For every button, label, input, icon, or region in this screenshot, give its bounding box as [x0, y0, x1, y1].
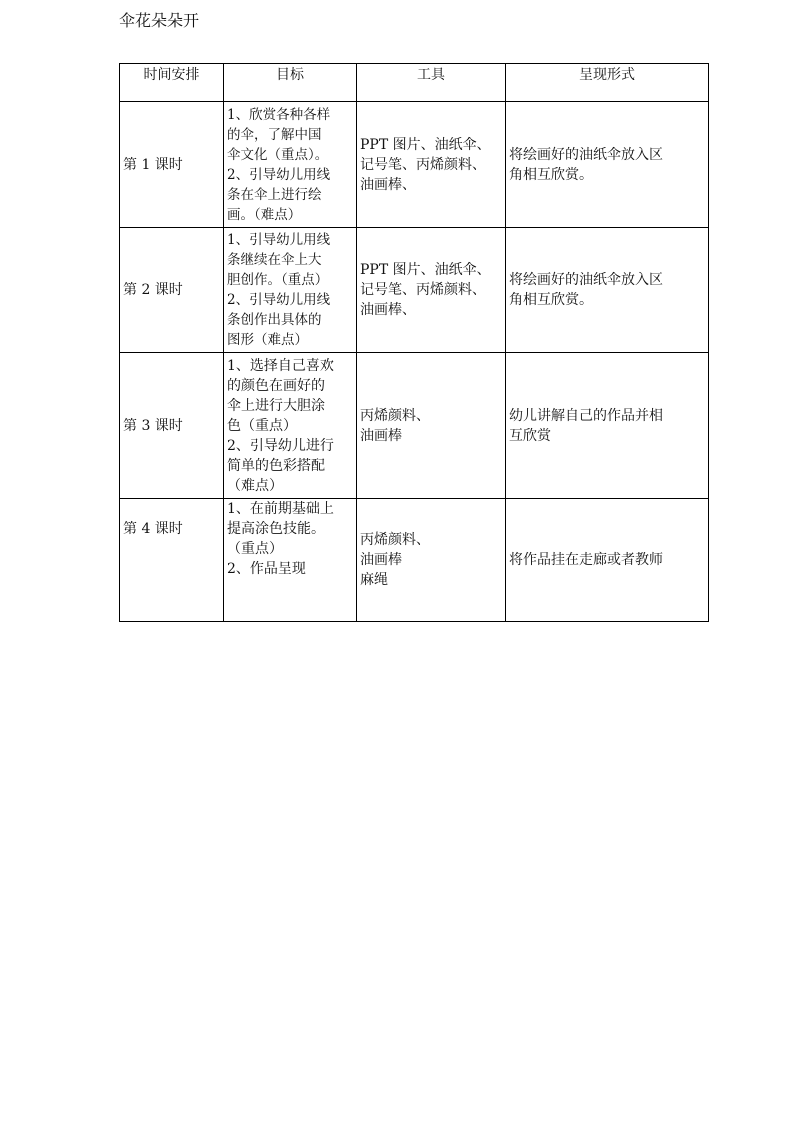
header-goal: 目标: [224, 64, 357, 102]
cell-time: 第 3 课时: [120, 353, 224, 499]
table-row: [120, 499, 709, 622]
goal-line: 1、在前期基础上: [227, 501, 334, 517]
tools-line: 油画棒、: [360, 302, 416, 318]
form-line: 互欣赏: [509, 427, 551, 444]
tools-line: PPT 图片、油纸伞、: [360, 136, 491, 153]
table-row: [120, 102, 709, 228]
goal-line: 条继续在伞上大: [227, 252, 322, 268]
lesson-plan-table: [119, 63, 709, 622]
cell-goal: [224, 499, 357, 622]
form-line: 角相互欣赏。: [509, 292, 593, 308]
goal-line: 伞文化（重点）。: [227, 146, 329, 163]
goal-line: 2、作品呈现: [227, 561, 306, 577]
goal-line: 1、选择自己喜欢: [227, 357, 334, 374]
table-header-row: [120, 64, 709, 102]
goal-line: 2、引导幼儿进行: [227, 437, 334, 454]
cell-tools: [357, 102, 506, 228]
cell-time: 第 4 课时: [120, 499, 224, 622]
goal-line: 胆创作。（重点）: [227, 272, 329, 288]
tools-line: PPT 图片、油纸伞、: [360, 262, 491, 278]
tools-line: 记号笔、丙烯颜料、: [360, 156, 486, 173]
form-line: 将绘画好的油纸伞放入区: [509, 146, 663, 163]
tools-line: 油画棒、: [360, 176, 416, 193]
cell-tools: [357, 353, 506, 499]
document-title: 伞花朵朵开: [119, 11, 200, 30]
tools-line: 丙烯颜料、: [360, 532, 430, 548]
goal-line: 1、欣赏各种各样: [227, 106, 331, 123]
goal-line: （重点）: [227, 541, 283, 557]
cell-tools: [357, 499, 506, 622]
goal-line: 色（重点）: [227, 417, 297, 434]
cell-time: 第 2 课时: [120, 228, 224, 353]
goal-line: 提高涂色技能。: [227, 521, 325, 537]
tools-line: 油画棒: [360, 427, 402, 444]
tools-line: 油画棒: [360, 552, 402, 568]
header-form: 呈现形式: [506, 64, 709, 102]
goal-line: 的颜色在画好的: [227, 377, 325, 394]
tools-line: 麻绳: [360, 572, 388, 588]
cell-time: 第 1 课时: [120, 102, 224, 228]
goal-line: 条在伞上进行绘: [227, 186, 322, 203]
goal-line: 图形（难点）: [227, 332, 308, 348]
form-line: 角相互欣赏。: [509, 166, 593, 183]
form-line: 将绘画好的油纸伞放入区: [509, 272, 663, 288]
table-row: [120, 353, 709, 499]
goal-line: 2、引导幼儿用线: [227, 292, 331, 308]
cell-form: [506, 499, 709, 622]
form-line: 幼儿讲解自己的作品并相: [509, 407, 663, 424]
cell-form: [506, 102, 709, 228]
tools-line: 丙烯颜料、: [360, 407, 430, 424]
cell-form: [506, 353, 709, 499]
goal-line: 画。（难点）: [227, 206, 302, 223]
table-row: [120, 228, 709, 353]
cell-goal: [224, 102, 357, 228]
goal-line: 1、引导幼儿用线: [227, 232, 331, 248]
goal-line: 2、引导幼儿用线: [227, 166, 331, 183]
header-tools: 工具: [357, 64, 506, 102]
cell-form: [506, 228, 709, 353]
cell-goal: [224, 353, 357, 499]
header-time: 时间安排: [120, 64, 224, 102]
goal-line: （难点）: [227, 477, 283, 494]
goal-line: 的伞，了解中国: [227, 126, 322, 143]
cell-goal: [224, 228, 357, 353]
form-line: 将作品挂在走廊或者教师: [509, 552, 663, 568]
goal-line: 简单的色彩搭配: [227, 457, 325, 474]
tools-line: 记号笔、丙烯颜料、: [360, 282, 486, 298]
cell-tools: [357, 228, 506, 353]
goal-line: 伞上进行大胆涂: [227, 397, 325, 414]
goal-line: 条创作出具体的: [227, 312, 322, 328]
